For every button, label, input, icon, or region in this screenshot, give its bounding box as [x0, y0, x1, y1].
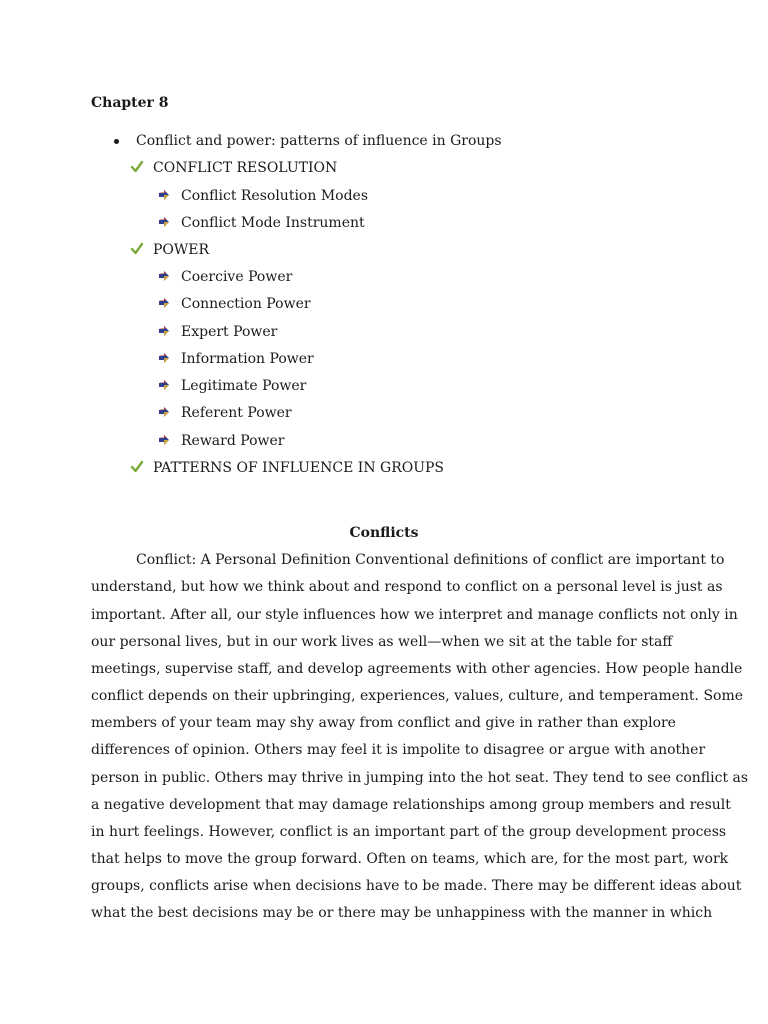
arrow-bullet-icon	[157, 214, 171, 234]
checkmark-icon	[130, 159, 144, 179]
body-line: differences of opinion. Others may feel it is impolite to disagree or argue with another	[91, 742, 706, 758]
body-line: groups, conflicts arise when decisions have to be made. There may be different ideas about	[91, 878, 742, 894]
outline-section-label: PATTERNS OF INFLUENCE IN GROUPS	[153, 460, 445, 476]
arrow-bullet-icon	[157, 377, 171, 397]
outline-subitem: Legitimate Power	[181, 378, 307, 394]
body-line: meetings, supervise staff, and develop agreements with other agencies. How people handle	[91, 661, 743, 677]
arrow-bullet-icon	[157, 350, 171, 370]
outline-subitem: Reward Power	[181, 433, 285, 449]
body-line: a negative development that may damage relationships among group members and result	[91, 797, 731, 813]
outline-section-label: POWER	[153, 242, 210, 258]
body-line: important. After all, our style influences how we interpret and manage conflicts not only in	[91, 607, 738, 623]
outline-top-item: Conflict and power: patterns of influence in Groups	[136, 133, 502, 149]
outline-subitem: Coercive Power	[181, 269, 293, 285]
body-line: conflict depends on their upbringing, experiences, values, culture, and temperament. Some	[91, 688, 744, 704]
chapter-title: Chapter 8	[91, 95, 169, 111]
outline-subitem: Information Power	[181, 351, 314, 367]
outline-subitem: Conflict Mode Instrument	[181, 215, 365, 231]
arrow-bullet-icon	[157, 404, 171, 424]
outline-subitem: Referent Power	[181, 405, 292, 421]
body-line: what the best decisions may be or there may be unhappiness with the manner in which	[91, 905, 713, 921]
body-line: understand, but how we think about and respond to conflict on a personal level is just as	[91, 579, 723, 595]
outline-section-label: CONFLICT RESOLUTION	[153, 160, 338, 176]
checkmark-icon	[130, 459, 144, 479]
body-line: in hurt feelings. However, conflict is an important part of the group development process	[91, 824, 727, 840]
arrow-bullet-icon	[157, 432, 171, 452]
body-line: our personal lives, but in our work lives as well—when we sit at the table for staff	[91, 634, 673, 650]
body-line: that helps to move the group forward. Often on teams, which are, for the most part, work	[91, 851, 729, 867]
section-heading: Conflicts	[349, 525, 419, 541]
outline-subitem: Connection Power	[181, 296, 311, 312]
outline-subitem: Conflict Resolution Modes	[181, 188, 369, 204]
arrow-bullet-icon	[157, 268, 171, 288]
arrow-bullet-icon	[157, 295, 171, 315]
body-line: members of your team may shy away from conflict and give in rather than explore	[91, 715, 676, 731]
outline-subitem: Expert Power	[181, 324, 278, 340]
arrow-bullet-icon	[157, 187, 171, 207]
bullet-icon	[114, 139, 119, 144]
body-line: Conflict: A Personal Definition Conventional definitions of conflict are important to	[136, 552, 725, 568]
body-line: person in public. Others may thrive in jumping into the hot seat. They tend to see conflict as	[91, 770, 749, 786]
checkmark-icon	[130, 241, 144, 261]
arrow-bullet-icon	[157, 323, 171, 343]
